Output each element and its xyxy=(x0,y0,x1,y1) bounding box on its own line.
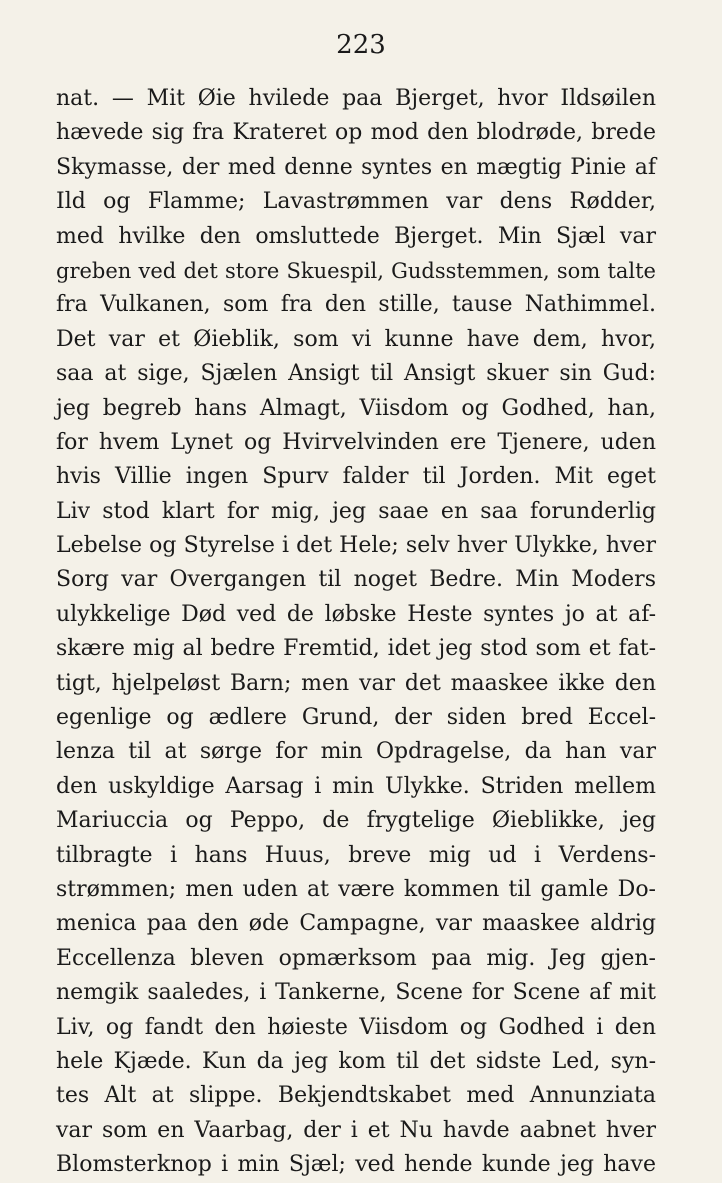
text-line: den uskyldige Aarsag i min Ulykke. Striden mellem xyxy=(56,773,656,799)
text-line: Liv, og fandt den høieste Viisdom og Godhed i den xyxy=(56,1014,656,1040)
text-line: strømmen; men uden at være kommen til gamle Do- xyxy=(56,876,656,902)
text-line: Ild og Flamme; Lavastrømmen var dens Rødder, xyxy=(56,189,656,215)
text-line: tilbragte i hans Huus, breve mig ud i Verdens- xyxy=(56,842,656,868)
text-line: nemgik saaledes, i Tankerne, Scene for Scene af mit xyxy=(56,980,656,1006)
text-line: ulykkelige Død ved de løbske Heste syntes jo at af- xyxy=(56,601,656,627)
text-line: Lebelse og Styrelse i det Hele; selv hver Ulykke, hver xyxy=(56,533,656,559)
text-line: med hvilke den omsluttede Bjerget. Min Sjæl var xyxy=(56,223,656,249)
text-line: jeg begreb hans Almagt, Viisdom og Godhed, han, xyxy=(56,395,656,421)
text-line: Liv stod klart for mig, jeg saae en saa forunderlig xyxy=(56,498,656,524)
text-line: menica paa den øde Campagne, var maaskee aldrig xyxy=(56,911,656,937)
text-line: skære mig al bedre Fremtid, idet jeg stod som et fat- xyxy=(56,636,656,662)
text-line: tes Alt at slippe. Bekjendtskabet med Annunziata xyxy=(56,1083,656,1109)
body-text xyxy=(56,82,656,1183)
text-line: tigt, hjelpeløst Barn; men var det maaskee ikke den xyxy=(56,670,656,696)
text-line: nat. — Mit Øie hvilede paa Bjerget, hvor Ildsøilen xyxy=(56,86,656,111)
text-line: Blomsterknop i min Sjæl; ved hende kunde jeg have xyxy=(56,1152,656,1178)
text-line: Mariuccia og Peppo, de frygtelige Øieblikke, jeg xyxy=(56,808,656,834)
text-line: Sorg var Overgangen til noget Bedre. Min Moders xyxy=(56,567,656,593)
text-line: hvis Villie ingen Spurv falder til Jorden. Mit eget xyxy=(56,464,656,490)
text-line: hævede sig fra Krateret op mod den blodrøde, brede xyxy=(56,120,656,146)
text-line: Eccellenza bleven opmærksom paa mig. Jeg gjen- xyxy=(56,945,656,971)
text-line: var som en Vaarbag, der i et Nu havde aabnet hver xyxy=(56,1117,656,1143)
text-line: greben ved det store Skuespil, Gudsstemmen, som talte xyxy=(56,258,656,283)
text-line: for hvem Lynet og Hvirvelvinden ere Tjenere, uden xyxy=(56,429,656,455)
text-line: saa at sige, Sjælen Ansigt til Ansigt skuer sin Gud: xyxy=(56,361,656,387)
text-line: lenza til at sørge for min Opdragelse, da han var xyxy=(56,739,656,765)
text-line: Skymasse, der med denne syntes en mægtig Pinie af xyxy=(56,154,656,180)
text-line: fra Vulkanen, som fra den stille, tause Nathimmel. xyxy=(56,292,656,318)
text-line: Det var et Øieblik, som vi kunne have dem, hvor, xyxy=(56,326,656,352)
text-line: hele Kjæde. Kun da jeg kom til det sidste Led, syn- xyxy=(56,1048,656,1074)
text-line: egenlige og ædlere Grund, der siden bred Eccel- xyxy=(56,705,656,731)
page-number: 223 xyxy=(336,30,386,60)
